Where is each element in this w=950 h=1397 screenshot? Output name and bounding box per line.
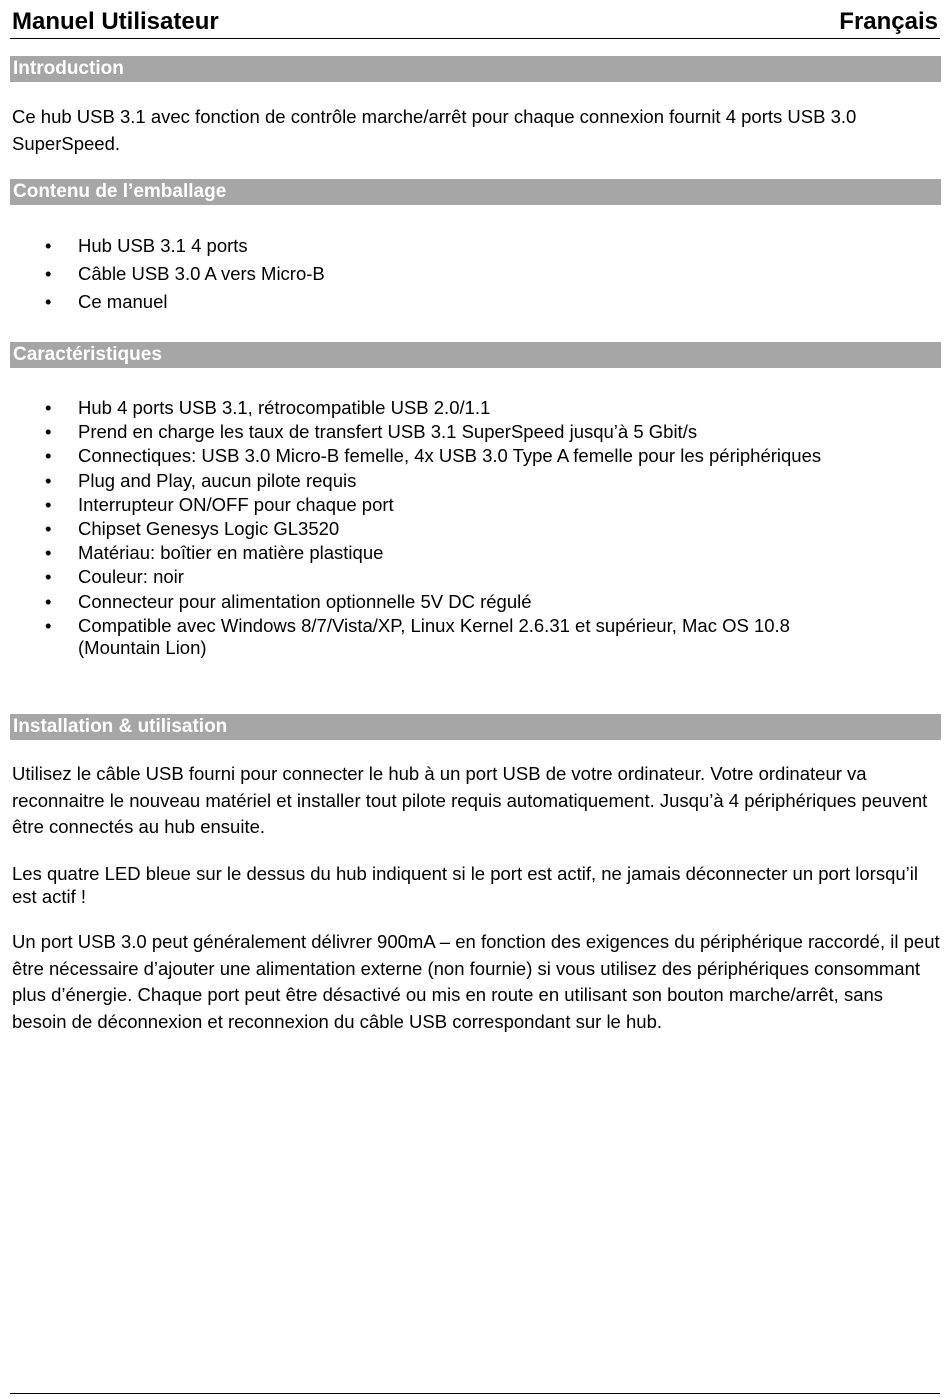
language-label: Français xyxy=(839,8,938,35)
list-item: • Chipset Genesys Logic GL3520 xyxy=(0,517,940,541)
list-item: • Interrupteur ON/OFF pour chaque port xyxy=(0,493,940,517)
install-paragraph-1: Utilisez le câble USB fourni pour connecter le hub à un port USB de votre ordinateur. Votre ordinateur va reconnaitre le nouveau matériel et installer tout pilote requis automatiquement. Jusqu’à 4 périphériques peuvent être connectés au hub ensuite. xyxy=(12,763,928,837)
list-item: • Câble USB 3.0 A vers Micro-B xyxy=(0,260,940,288)
bullet-icon: • xyxy=(45,566,52,588)
bullet-icon: • xyxy=(45,590,52,612)
bullet-icon: • xyxy=(45,397,52,418)
bullet-icon: • xyxy=(45,542,52,564)
intro-paragraph: Ce hub USB 3.1 avec fonction de contrôle marche/arrêt pour chaque connexion fournit 4 ports USB 3.0 SuperSpeed. xyxy=(12,106,857,154)
bullet-icon: • xyxy=(45,421,52,443)
document-title: Manuel Utilisateur xyxy=(12,8,219,35)
package-contents-list xyxy=(0,232,940,316)
bullet-icon: • xyxy=(45,445,52,467)
footer-divider xyxy=(10,1393,940,1394)
bullet-icon: • xyxy=(45,235,52,256)
list-item: • Ce manuel xyxy=(0,288,940,316)
bullet-icon: • xyxy=(45,469,52,491)
bullet-icon: • xyxy=(45,263,52,284)
install-paragraph-2: Les quatre LED bleue sur le dessus du hub indiquent si le port est actif, ne jamais déconnecter un port lorsqu’il est actif ! xyxy=(12,863,919,907)
list-item: • Prend en charge les taux de transfert USB 3.1 SuperSpeed jusqu’à 5 Gbit/s xyxy=(0,420,940,444)
section-heading-introduction: Introduction xyxy=(10,56,941,82)
list-item: • Hub USB 3.1 4 ports xyxy=(0,232,940,260)
list-item: • Couleur: noir xyxy=(0,565,940,589)
list-item: • Hub 4 ports USB 3.1, rétrocompatible USB 2.0/1.1 xyxy=(0,396,940,420)
bullet-icon: • xyxy=(45,493,52,515)
list-item: • Compatible avec Windows 8/7/Vista/XP, Linux Kernel 2.6.31 et supérieur, Mac OS 10.8 (Mountain Lion) xyxy=(45,614,790,659)
bullet-icon: • xyxy=(45,518,52,540)
section-heading-features: Caractéristiques xyxy=(10,342,941,368)
page-header xyxy=(10,6,940,39)
section-heading-installation: Installation & utilisation xyxy=(10,714,941,740)
bullet-icon: • xyxy=(45,614,52,636)
section-heading-package-contents: Contenu de l’emballage xyxy=(10,179,941,205)
list-item: • Matériau: boîtier en matière plastique xyxy=(0,541,940,565)
features-list xyxy=(0,396,940,660)
install-paragraph-3: Un port USB 3.0 peut généralement délivrer 900mA – en fonction des exigences du périphérique raccordé, il peut être nécessaire d’ajouter une alimentation externe (non fournie) si vous utilisez des périphériques consommant plus d’énergie. Chaque port peut être désactivé ou mis en route en utilisant son bouton marche/arrêt, sans besoin de déconnexion et reconnexion du câble USB correspondant sur le hub. xyxy=(12,931,940,1032)
list-item: • Plug and Play, aucun pilote requis xyxy=(0,469,940,493)
list-item: • Connectiques: USB 3.0 Micro-B femelle, 4x USB 3.0 Type A femelle pour les périphériques xyxy=(0,444,940,468)
bullet-icon: • xyxy=(45,291,52,312)
list-item: • Connecteur pour alimentation optionnelle 5V DC régulé xyxy=(0,590,940,614)
